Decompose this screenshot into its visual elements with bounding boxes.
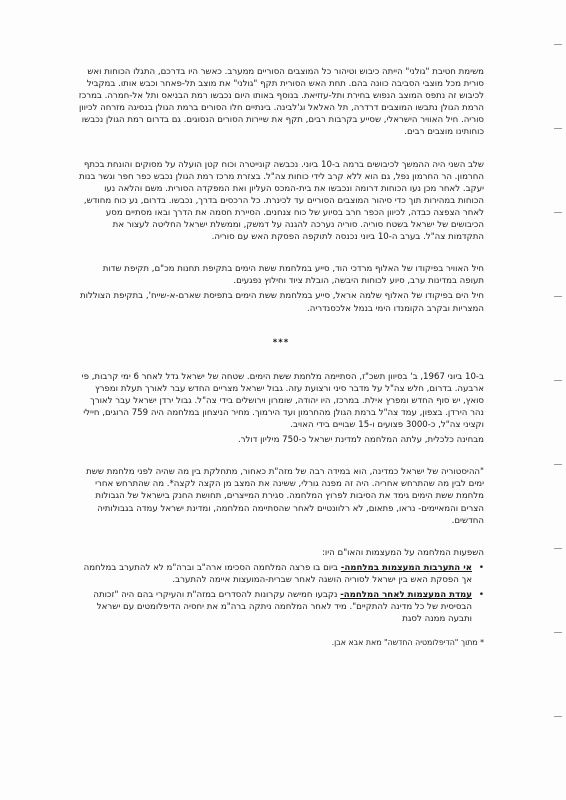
paragraph-war-end: ב-10 ביוני 1967, ב' בסיוון תשכ"ז, הסתיימה מלחמת ששת הימים. שטחה של ישראל גדל לאחר 6 ימי קרבות, פי ארבעה. בדרום, חלש צה"ל על מדבר סיני ורצועת עזה. גבול ישראל מצריים החדש עבר לאורך תעלת ומפרץ סואץ, יש סוף החדש ומפרץ אילת. במרכז, היו יהודה, שומרון וירושלים בידי צה"ל. גבול ירדן ישראל עבר לאורך נהר הירדן. בצפון, עמד צה"ל ברמת הגולן מהחרמון ועד הירמוך. מחיר הניצחון במלחמה היה 759 הרוגים, חיילי וקציני צה"ל, כ-3000 פצועים ו-15 שבויים בידי האויב. [81,371,484,431]
list-item-text: ביום בו פרצה המלחמה הסכימו ארה"ב וברה"מ לא להתערב במלחמה אך הפסקת האש בין ישראל לסוריה הושגה לאחר שברית-המועצות איימה להתערב. [83,562,472,585]
paragraph-economic-cost: מבחינה כלכלית, עלתה המלחמה למדינת ישראל כ-750 מיליון דולר. [237,435,484,446]
paragraph-air-force: חיל האוויר בפיקודו של האלוף מרדכי הוד, סייע במלחמת ששת הימים בתקיפת תחנות מכ"ם, תקיפת שדות תעופה במדינות ערב, סיוע לכוחות היבשה, הובלת ציוד וחילוץ נפגעים. [102,264,484,287]
margin-mark [554,716,562,717]
margin-mark [554,464,562,465]
effects-title: השפעות המלחמה על המעצמות והאו"ם היו: [322,547,484,558]
margin-mark [554,548,562,549]
footnote: * מתוך "הדיפלומטיה החדשה" מאת אבא אבן. [331,638,484,648]
margin-mark [554,632,562,633]
list-item-text: נקבעו חמישה עקרונות להסדרים במזה"ת והעיקרי בהם היה "זכותה הבסיסית של כל מדינה להתקיים". מיד לאחר המלחמה ניתקה ברה"מ את יחסיה הדיפלומטים עם ישראל ותבעה ממנה לסגת [93,590,472,625]
margin-mark [554,128,562,129]
bullet-icon: • [478,562,484,573]
list-item-heading: עמדת המעצמות לאחר המלחמה- [340,590,472,600]
effects-list [78,562,484,625]
bullet-icon: • [478,590,484,600]
margin-mark [554,44,562,45]
paragraph-golani: משימת חטיבת "גולני" הייתה כיבוש וטיהור כל המוצבים הסוריים ממערב. כאשר היו בדרכם, התגלו הכוחות ואש סורית מכל מוצבי הסביבה כוונה בהם. תחת האש הסורית תקף "גולני" את מוצב תל-פאחר וכבש אותו. במקביל לכיבוש זה נתפס המוצב הנפוש בחירת ותל-עזזיאת. בנוסף באותו היום נכבשו רמת הבניאס ותל אל-חמרה. במרכז הרמת הגולן נתבשו המוצבים דרדרה, תל האלאל וג'לבינה. בינתיים חלו הסורים ברמת הגולן בנסיגה מזרחה לכיוון סוריה. חיל האוויר הישראלי, שסייע בקרבות רבים, תקף את שיירות הסורים הנסוגים. גם בדרום רמת הגולן נכבשו כוחותינו מוצבים רבים. [78,67,484,138]
list-item [78,562,484,586]
paragraph-navy: חיל הים בפיקודו של האלוף שלמה אראל, סייע במלחמת ששת הימים בתפיסת שארם-א-שייח', בתקיפת הצוללות המצריות ובקרב הקומנדו הימי בנמל אלכסנדריה. [79,291,484,314]
margin-mark [554,380,562,381]
section-separator: *** [272,337,290,348]
list-item-heading: אי התערבות המעצמות במלחמה- [340,562,472,573]
document-body [78,66,484,657]
paragraph-second-stage: שלב השני היה ההמשך לכיבושים ברמה ב-10 ביוני. נכבשה קונייטרה וכוח קטן הועלה על מסוקים והונחת בכתף החרמון. הר החרמון נפל, גם הוא ללא קרב לידי כוחות צה"ל. בצזרת מרכז רמת הגולן נכבש כפר חפר וגשר בנות יעקב. לאחר מכן נעו הכוחות דרומה ונכבשו את בית-המכס העליון ואת המפקדה הסורית. משם והלאה נעו הכוחות במהירות תוך כדי סיהור המוצבים הסוריים עד לכינרת. כל הרכסים בדרך, נכבשו. בדרום, נע כוח מחודש, לאחר הצפצה כבדה, לכיוון הכפר חרב בסיוע של כוח צנחנים. הסיירת חסמה את הדרך ובאו מסתיים מסע הכיבושים של ישראל בשטח סוריה. סוריה נערכה להגנה על דמשק, וממשלת ישראל החליטה לעצור את התקדמות צה"ל. בערב ה-10 ביוני נכנסה לתוקפה הפסקת האש עם סוריה. [79,159,484,243]
margin-mark [554,212,562,213]
list-item [78,589,484,625]
paragraph-history-quote: "ההיסטוריה של ישראל כמדינה, הוא במידה רבה של מזה"ת כאחור, מתחלקת בין מה שהיה לפני מלחמת ששת ימים לבין מה שהתרחש אחריה. היה זה מפנה גורלי, ששינה את המצב מן הקצה לקצה*. מה שהתרחש אחרי מלחמת ששת הימים גימד את הסיבות לפרוץ המלחמה. סגירת המייצרים, תחושת החנק בישראל של הגבולות הצרים והמאיימים- נראו, פתאום, לא רלוונטיים לאחר שהסתיימה המלחמה, ומדינת ישראל עמדה בגבולותיה החדשים. [86,467,484,526]
margin-mark [554,296,562,297]
